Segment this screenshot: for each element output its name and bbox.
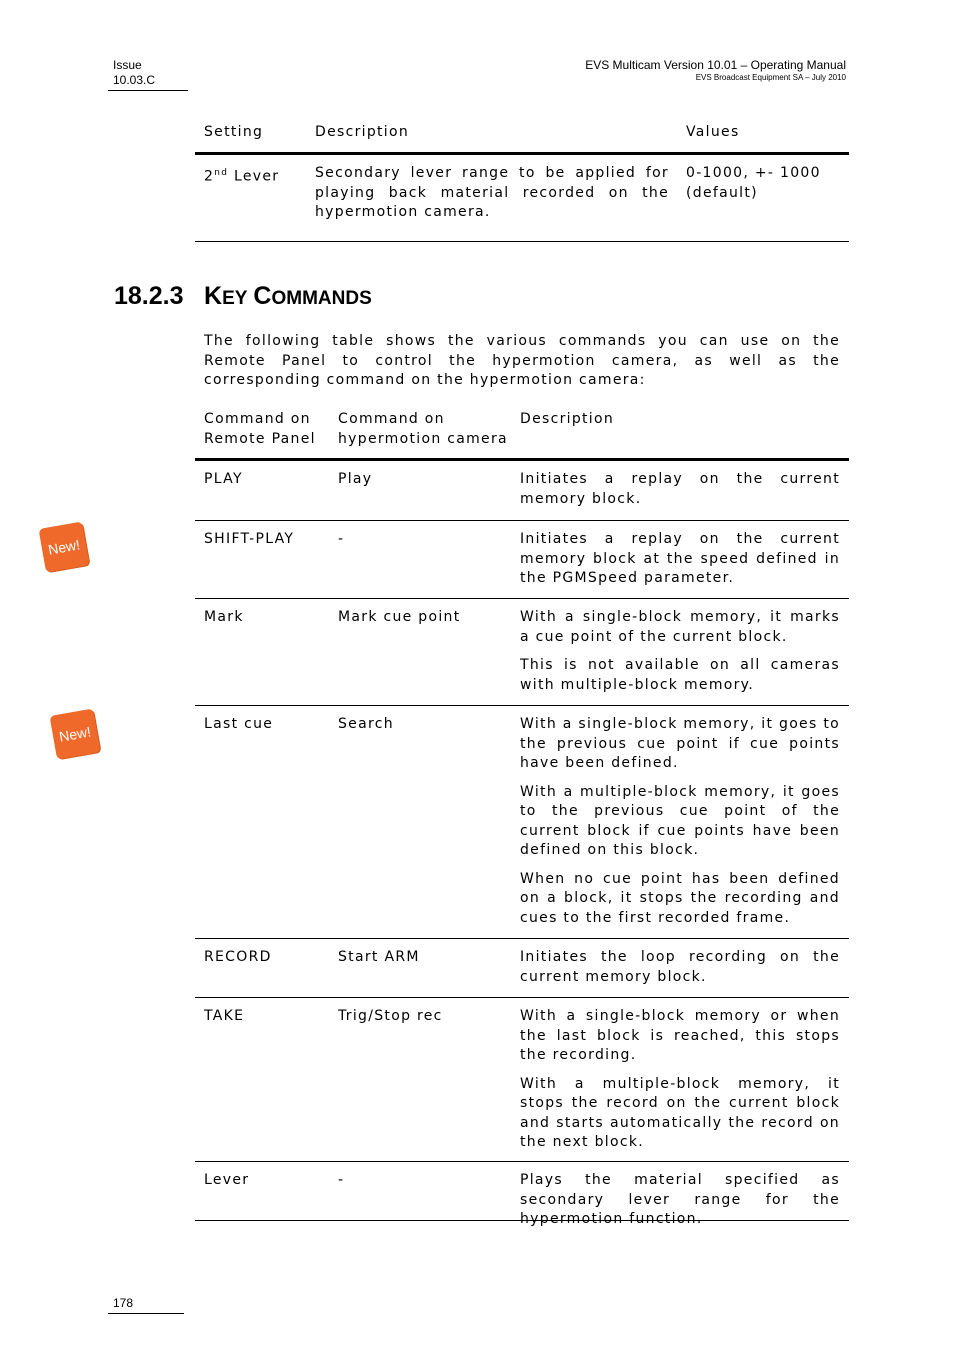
setting-name-number: 2 xyxy=(204,168,215,185)
header-remote-line2: Remote Panel xyxy=(204,430,316,447)
section-title-c: C xyxy=(253,282,272,310)
command-description-paragraph: Plays the material specified as secondary lever range for the hypermotion function. xyxy=(520,1172,840,1227)
section-number: 18.2.3 xyxy=(114,282,184,310)
setting-name-text: Lever xyxy=(228,168,280,185)
command-row xyxy=(195,1162,849,1227)
camera-command: Search xyxy=(338,716,394,732)
camera-command: Mark cue point xyxy=(338,609,461,625)
section-title-ommands: OMMANDS xyxy=(271,288,372,309)
command-description xyxy=(520,948,840,987)
remote-command: TAKE xyxy=(204,1008,245,1024)
issue-block xyxy=(113,58,155,88)
header-remote-command xyxy=(204,410,316,449)
command-description xyxy=(520,1171,840,1230)
setting-values xyxy=(686,164,821,203)
command-description xyxy=(520,530,840,589)
section-heading xyxy=(114,282,372,311)
remote-command: PLAY xyxy=(204,471,243,487)
header-camera-line1: Command on xyxy=(338,411,445,427)
page-number: 178 xyxy=(113,1296,134,1310)
command-description-paragraph: With a single-block memory, it goes to the previous cue point if cue points have been defined. xyxy=(520,716,840,771)
header-setting: Setting xyxy=(204,124,264,140)
command-description xyxy=(520,470,840,509)
header-camera-command xyxy=(338,410,508,449)
command-description-paragraph: When no cue point has been defined on a block, it stops the recording and cues to the first recorded frame. xyxy=(520,870,840,926)
camera-command: Trig/Stop rec xyxy=(338,1008,443,1024)
setting-values-range: 0-1000, +- 1000 xyxy=(686,165,821,181)
setting-name-suffix: nd xyxy=(214,168,229,178)
command-description-paragraph: This is not available on all cameras with multiple-block memory. xyxy=(520,657,840,693)
intro-paragraph: The following table shows the various commands you can use on the Remote Panel to control the hypermotion camera, as well as the corresponding command on the hypermotion camera: xyxy=(204,333,840,388)
remote-command: RECORD xyxy=(204,949,272,965)
settings-header-row xyxy=(195,113,849,155)
setting-values-default: (default) xyxy=(686,184,758,201)
remote-command: Mark xyxy=(204,609,244,625)
issue-number: 10.03.C xyxy=(113,73,156,87)
command-description xyxy=(520,715,840,928)
setting-name xyxy=(204,164,279,187)
setting-description-text: Secondary lever range to be applied for playing back material recorded on the hypermotion camera. xyxy=(315,165,669,220)
command-description-paragraph: Initiates the loop recording on the current memory block. xyxy=(520,949,840,985)
command-description-paragraph: With a single-block memory or when the last block is reached, this stops the recording. xyxy=(520,1008,840,1063)
section-title-ey: EY xyxy=(222,288,248,309)
command-row xyxy=(195,998,849,1162)
publisher-line: EVS Broadcast Equipment SA – July 2010 xyxy=(695,73,846,82)
manual-title: EVS Multicam Version 10.01 – Operating Manual xyxy=(585,58,846,72)
command-row xyxy=(195,939,849,998)
header-camera-line2: hypermotion camera xyxy=(338,430,508,447)
remote-command: Last cue xyxy=(204,716,274,732)
command-row xyxy=(195,461,849,521)
command-description-paragraph: Initiates a replay on the current memory block. xyxy=(520,471,840,507)
setting-description xyxy=(315,164,669,223)
command-description xyxy=(520,608,840,695)
command-description-paragraph: With a single-block memory, it marks a cue point of the current block. xyxy=(520,609,840,645)
camera-command: Play xyxy=(338,471,373,487)
new-badge: New! xyxy=(50,709,101,760)
command-description-paragraph: Initiates a replay on the current memory block at the speed defined in the PGMSpeed parameter. xyxy=(520,531,840,586)
command-row xyxy=(195,599,849,706)
header-values: Values xyxy=(686,124,740,140)
remote-command: Lever xyxy=(204,1172,250,1188)
settings-row xyxy=(195,155,849,242)
camera-command: Start ARM xyxy=(338,949,420,965)
header-command-description: Description xyxy=(520,411,615,427)
header-remote-line1: Command on xyxy=(204,411,311,427)
section-title-k: K xyxy=(204,282,223,310)
issue-label: Issue xyxy=(113,58,142,72)
commands-table xyxy=(195,400,849,1227)
remote-command: SHIFT-PLAY xyxy=(204,531,295,547)
page-number-divider xyxy=(108,1313,184,1314)
command-row xyxy=(195,521,849,599)
command-row xyxy=(195,706,849,939)
settings-table xyxy=(195,113,849,242)
command-description xyxy=(520,1007,840,1153)
camera-command: - xyxy=(338,1172,345,1188)
commands-header-row xyxy=(195,400,849,461)
new-badge: New! xyxy=(39,522,90,573)
manual-header xyxy=(585,58,846,83)
issue-divider xyxy=(108,90,188,91)
header-description: Description xyxy=(315,124,410,140)
command-description-paragraph: With a multiple-block memory, it goes to the previous cue point of the current block if cue points have been defined on this block. xyxy=(520,783,840,858)
command-description-paragraph: With a multiple-block memory, it stops the record on the current block and starts automatically the record on the next block. xyxy=(520,1075,840,1150)
camera-command: - xyxy=(338,531,345,547)
